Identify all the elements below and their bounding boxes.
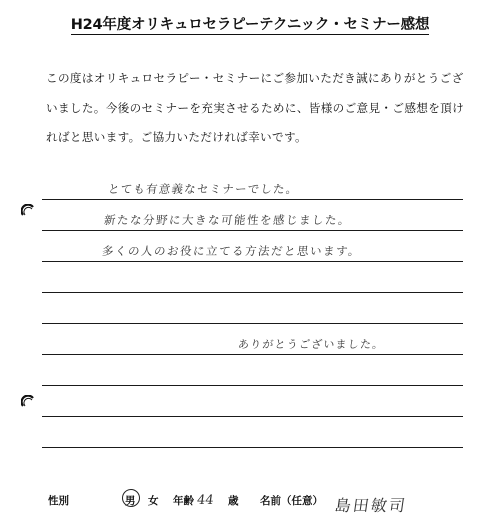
answer-line — [42, 292, 463, 293]
answer-line — [42, 230, 463, 231]
age-label: 年齢 — [173, 495, 194, 507]
answer-line — [42, 199, 463, 200]
gender-female: 女 — [148, 495, 159, 507]
handwritten-comment: 新たな分野に大きな可能性を感じました。 — [103, 213, 352, 227]
answer-line — [42, 447, 463, 448]
answer-line — [42, 323, 463, 324]
intro-line: いました。今後のセミナーを充実させるために、皆様のご意見・ご感想を頂け — [46, 100, 465, 115]
answer-line — [42, 261, 463, 262]
gender-label: 性別 — [48, 495, 69, 507]
handwritten-comment: とても有意義なセミナーでした。 — [107, 182, 300, 196]
intro-paragraph — [46, 64, 466, 153]
respondent-info — [48, 489, 468, 515]
answer-line — [42, 354, 463, 355]
punch-hole-icon — [21, 395, 35, 409]
name-label: 名前（任意） — [260, 495, 323, 507]
handwritten-comment: 多くの人のお役に立てる方法だと思います。 — [101, 244, 362, 258]
intro-line: この度はオリキュロセラピー・セミナーにご参加いただき誠にありがとうござ — [46, 71, 464, 85]
gender-male: 男 — [125, 495, 136, 507]
intro-line: ればと思います。ご協力いただければ幸いです。 — [46, 130, 307, 144]
answer-line — [42, 416, 463, 417]
answer-line — [42, 385, 463, 386]
age-unit: 歳 — [228, 495, 239, 507]
age-value: 44 — [195, 493, 215, 508]
document-title — [0, 13, 500, 34]
document-title-text: H24年度オリキュロセラピーテクニック・セミナー感想 — [70, 17, 430, 33]
handwritten-comment: ありがとうございました。 — [237, 338, 386, 351]
punch-hole-icon — [21, 204, 35, 218]
name-value: 島田敏司 — [333, 496, 409, 515]
